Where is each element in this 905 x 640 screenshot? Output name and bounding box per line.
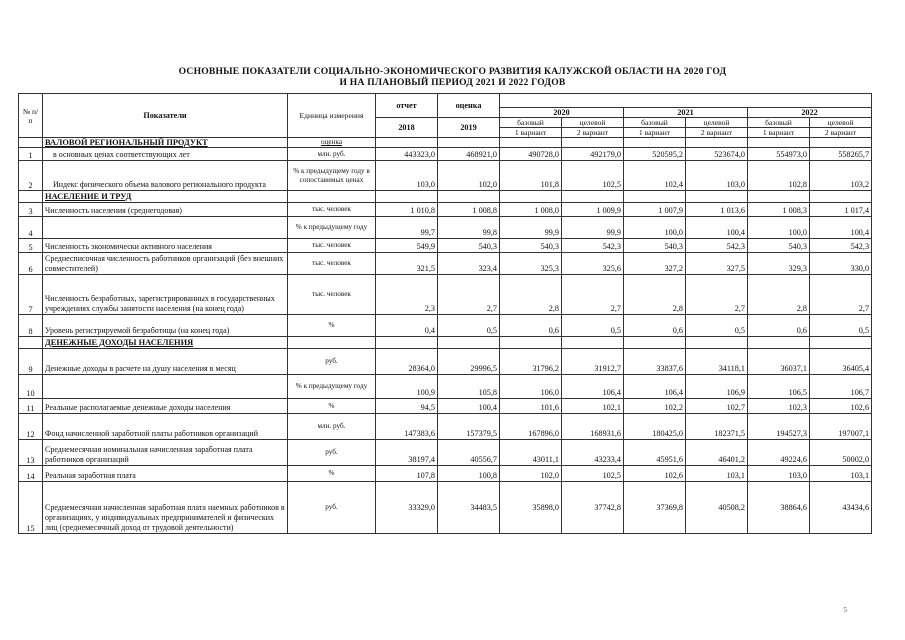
col-header-report: отчет [376,94,438,118]
col-header-2021-target: целевой [686,118,748,128]
col-header-2021: 2021 [624,108,748,118]
table-row: 5 Численность экономически активного населения тыс. человек 549,9 540,3 540,3 542,3 540,3 542,3 540,3 542,3 [19,239,872,253]
col-header-unit: Единица измерения [288,94,376,138]
table-row: 11 Реальные располагаемые денежные доходы населения % 94,5 100,4 101,6 102,1 102,2 102,7 102,3 102,6 [19,399,872,414]
section-gdp-note: оценка [288,138,376,148]
col-header-2020-base: базовый [500,118,562,128]
col-header-2020-target: целевой [562,118,624,128]
table-row: 4 % к предыдущему году 99,7 99,8 99,9 99,9 100,0 100,4 100,0 100,4 [19,217,872,239]
col-header-2018: 2018 [376,118,438,138]
col-header-2021-v1: 1 вариант [624,128,686,138]
table-row: 2 Индекс физического объема валового регионального продукта % к предыдущему году в сопоставимых ценах 103,0 102,0 101,8 102,5 102,4 103,0 102,8 103,2 [19,161,872,191]
document-title-line2: И НА ПЛАНОВЫЙ ПЕРИОД 2021 И 2022 ГОДОВ [339,77,566,88]
col-header-2020-v1: 1 вариант [500,128,562,138]
section-population: НАСЕЛЕНИЕ И ТРУД [43,191,288,203]
table-row: 9 Денежные доходы в расчете на душу населения в месяц руб. 28364,0 29996,5 31796,2 31912,7 33837,6 34118,1 36037,1 36405,4 [19,349,872,375]
table-row: 1 в основных ценах соответствующих лет млн. руб. 443323,0 468921,0 490728,0 492179,0 520595,2 523674,0 554973,0 558265,7 [19,148,872,161]
table-row: 14 Реальная заработная плата % 107,8 100,8 102,0 102,5 102,6 103,1 103,0 103,1 [19,466,872,482]
section-income: ДЕНЕЖНЫЕ ДОХОДЫ НАСЕЛЕНИЯ [43,337,288,349]
col-header-2020-v2: 2 вариант [562,128,624,138]
col-header-2021-base: базовый [624,118,686,128]
col-header-2021-v2: 2 вариант [686,128,748,138]
table-row: 15 Среднемесячная начисленная заработная плата наемных работников в организациях, у индивидуальных предпринимателей и физических лиц (среднемесячный доход от трудовой деятельности) руб. 33329,0 34483,5 35898,0 37742,8 37369,8 40508,2 38864,6 43434,6 [19,482,872,534]
table-row: 6 Среднесписочная численность работников организаций (без внешних совместителей) тыс. человек 321,5 323,4 325,3 325,6 327,2 327,5 329,3 330,0 [19,253,872,275]
table-row: 3 Численность населения (среднегодовая) тыс. человек 1 010,8 1 008,8 1 008,0 1 009,9 1 007,9 1 013,6 1 008,3 1 017,4 [19,203,872,217]
col-header-2019: 2019 [438,118,500,138]
table-row: 12 Фонд начисленной заработной платы работников организаций млн. руб. 147383,6 157379,5 167896,0 168931,6 180425,0 182371,5 194527,3 197007,1 [19,414,872,440]
table-row: 13 Среднемесячная номинальная начисленная заработная плата работников организаций руб. 38197,4 40556,7 43011,1 43233,4 45951,6 46401,2 49224,6 50002,0 [19,440,872,466]
col-header-2020: 2020 [500,108,624,118]
table-row: 7 Численность безработных, зарегистрированных в государственных учреждениях службы занятости населения (на конец года) тыс. человек 2,3 2,7 2,8 2,7 2,8 2,7 2,8 2,7 [19,275,872,315]
col-header-2022-target: целевой [810,118,872,128]
col-header-indicator: Показатели [43,94,288,138]
col-header-estimate: оценка [438,94,500,118]
indicators-table [18,93,872,534]
page-number: 5 [843,606,847,614]
col-header-2022-base: базовый [748,118,810,128]
col-header-2022-v2: 2 вариант [810,128,872,138]
section-gdp: ВАЛОВОЙ РЕГИОНАЛЬНЫЙ ПРОДУКТ [43,138,288,148]
table-row: 8 Уровень регистрируемой безработицы (на конец года) % 0,4 0,5 0,6 0,5 0,6 0,5 0,6 0,5 [19,315,872,337]
col-header-2022-v1: 1 вариант [748,128,810,138]
table-row: 10 % к предыдущему году 100,9 105,8 106,0 106,4 106,4 106,9 106,5 106,7 [19,375,872,399]
document-title-line1: ОСНОВНЫЕ ПОКАЗАТЕЛИ СОЦИАЛЬНО-ЭКОНОМИЧЕСКОГО РАЗВИТИЯ КАЛУЖСКОЙ ОБЛАСТИ НА 2020 ГОД [178,66,727,77]
col-header-2022: 2022 [748,108,872,118]
col-header-num: № п/п [19,94,43,138]
